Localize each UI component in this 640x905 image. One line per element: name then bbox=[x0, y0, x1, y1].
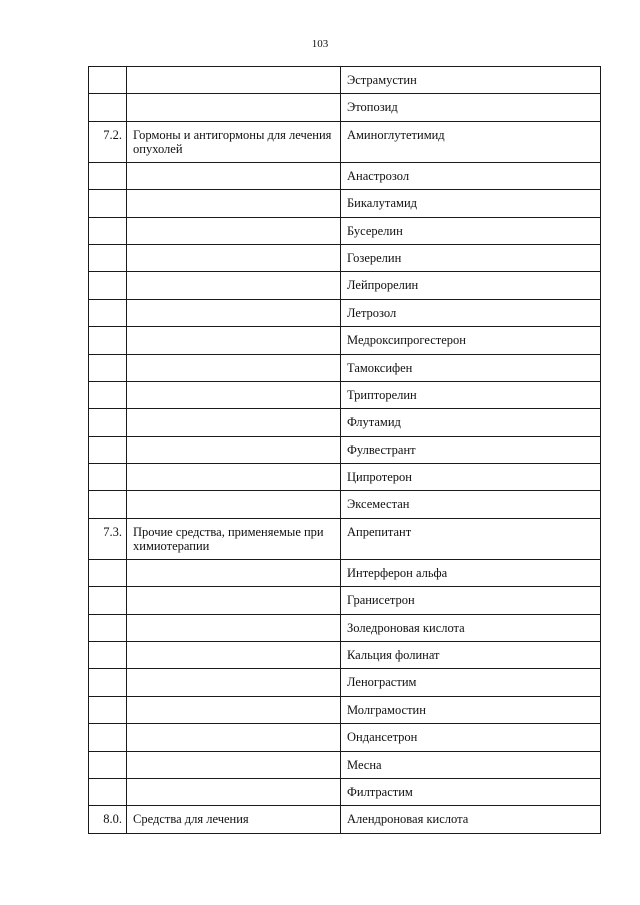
row-number-cell bbox=[89, 299, 127, 326]
row-number-cell bbox=[89, 94, 127, 121]
drug-group-cell: Средства для лечения bbox=[127, 806, 341, 833]
row-number-cell bbox=[89, 642, 127, 669]
row-number-cell bbox=[89, 614, 127, 641]
row-number-cell bbox=[89, 436, 127, 463]
row-number-cell bbox=[89, 724, 127, 751]
row-number-cell bbox=[89, 491, 127, 518]
drug-name-cell: Апрепитант bbox=[341, 518, 601, 559]
row-number-cell bbox=[89, 587, 127, 614]
row-number-cell bbox=[89, 217, 127, 244]
drug-group-cell bbox=[127, 696, 341, 723]
drug-name-cell: Гозерелин bbox=[341, 244, 601, 271]
row-number-cell: 8.0. bbox=[89, 806, 127, 833]
table-row bbox=[89, 669, 601, 696]
drug-group-cell bbox=[127, 436, 341, 463]
drug-name-cell: Медроксипрогестерон bbox=[341, 327, 601, 354]
drug-group-cell bbox=[127, 94, 341, 121]
drug-name-cell: Эксеместан bbox=[341, 491, 601, 518]
drug-group-cell bbox=[127, 724, 341, 751]
drug-group-cell bbox=[127, 244, 341, 271]
drug-group-cell bbox=[127, 162, 341, 189]
row-number-cell bbox=[89, 327, 127, 354]
drug-group-cell bbox=[127, 354, 341, 381]
drug-group-cell bbox=[127, 559, 341, 586]
table-row bbox=[89, 642, 601, 669]
drug-name-cell: Летрозол bbox=[341, 299, 601, 326]
row-number-cell bbox=[89, 190, 127, 217]
table-row bbox=[89, 67, 601, 94]
drug-group-cell bbox=[127, 642, 341, 669]
row-number-cell bbox=[89, 464, 127, 491]
table-row bbox=[89, 518, 601, 559]
table-row bbox=[89, 464, 601, 491]
drug-group-cell bbox=[127, 272, 341, 299]
row-number-cell bbox=[89, 244, 127, 271]
row-number-cell bbox=[89, 381, 127, 408]
table-row bbox=[89, 559, 601, 586]
drug-group-cell bbox=[127, 464, 341, 491]
row-number-cell bbox=[89, 162, 127, 189]
row-number-cell bbox=[89, 354, 127, 381]
drug-group-cell bbox=[127, 587, 341, 614]
drug-group-cell bbox=[127, 614, 341, 641]
row-number-cell bbox=[89, 272, 127, 299]
drug-name-cell: Филтрастим bbox=[341, 778, 601, 805]
drug-group-cell bbox=[127, 381, 341, 408]
drug-name-cell: Лейпрорелин bbox=[341, 272, 601, 299]
drug-name-cell: Эстрамустин bbox=[341, 67, 601, 94]
drug-name-cell: Месна bbox=[341, 751, 601, 778]
drug-group-cell bbox=[127, 327, 341, 354]
drug-name-cell: Бикалутамид bbox=[341, 190, 601, 217]
row-number-cell: 7.3. bbox=[89, 518, 127, 559]
row-number-cell bbox=[89, 751, 127, 778]
table-row bbox=[89, 94, 601, 121]
row-number-cell bbox=[89, 409, 127, 436]
table-row bbox=[89, 299, 601, 326]
row-number-cell bbox=[89, 559, 127, 586]
drug-group-cell: Прочие средства, применяемые при химиотерапии bbox=[127, 518, 341, 559]
drug-name-cell: Гранисетрон bbox=[341, 587, 601, 614]
table-row bbox=[89, 614, 601, 641]
row-number-cell bbox=[89, 696, 127, 723]
drug-name-cell: Фулвестрант bbox=[341, 436, 601, 463]
row-number-cell bbox=[89, 778, 127, 805]
drug-name-cell: Молграмостин bbox=[341, 696, 601, 723]
drug-group-cell: Гормоны и антигормоны для лечения опухолей bbox=[127, 121, 341, 162]
table-row bbox=[89, 381, 601, 408]
table-row bbox=[89, 162, 601, 189]
drug-name-cell: Ондансетрон bbox=[341, 724, 601, 751]
drug-group-cell bbox=[127, 669, 341, 696]
drug-group-cell bbox=[127, 491, 341, 518]
table-row bbox=[89, 190, 601, 217]
table-row bbox=[89, 587, 601, 614]
drug-name-cell: Аминоглутетимид bbox=[341, 121, 601, 162]
table-row bbox=[89, 751, 601, 778]
table-row bbox=[89, 409, 601, 436]
row-number-cell: 7.2. bbox=[89, 121, 127, 162]
drug-group-cell bbox=[127, 190, 341, 217]
drug-list-table bbox=[88, 66, 601, 834]
drug-name-cell: Трипторелин bbox=[341, 381, 601, 408]
page-number: 103 bbox=[311, 38, 329, 50]
table-row bbox=[89, 491, 601, 518]
drug-group-cell bbox=[127, 409, 341, 436]
table-row bbox=[89, 244, 601, 271]
drug-name-cell: Бусерелин bbox=[341, 217, 601, 244]
drug-group-cell bbox=[127, 751, 341, 778]
drug-name-cell: Флутамид bbox=[341, 409, 601, 436]
table-row bbox=[89, 724, 601, 751]
drug-group-cell bbox=[127, 299, 341, 326]
table-row bbox=[89, 272, 601, 299]
drug-name-cell: Кальция фолинат bbox=[341, 642, 601, 669]
row-number-cell bbox=[89, 669, 127, 696]
table-row bbox=[89, 806, 601, 833]
drug-name-cell: Этопозид bbox=[341, 94, 601, 121]
table-row bbox=[89, 121, 601, 162]
table-row bbox=[89, 217, 601, 244]
table-row bbox=[89, 778, 601, 805]
table-row bbox=[89, 327, 601, 354]
drug-name-cell: Ципротерон bbox=[341, 464, 601, 491]
drug-name-cell: Золедроновая кислота bbox=[341, 614, 601, 641]
table-row bbox=[89, 436, 601, 463]
drug-group-cell bbox=[127, 778, 341, 805]
table-row bbox=[89, 696, 601, 723]
drug-name-cell: Ленограстим bbox=[341, 669, 601, 696]
drug-group-cell bbox=[127, 217, 341, 244]
drug-name-cell: Анастрозол bbox=[341, 162, 601, 189]
drug-name-cell: Тамоксифен bbox=[341, 354, 601, 381]
drug-name-cell: Алендроновая кислота bbox=[341, 806, 601, 833]
row-number-cell bbox=[89, 67, 127, 94]
drug-name-cell: Интерферон альфа bbox=[341, 559, 601, 586]
table-row bbox=[89, 354, 601, 381]
drug-group-cell bbox=[127, 67, 341, 94]
